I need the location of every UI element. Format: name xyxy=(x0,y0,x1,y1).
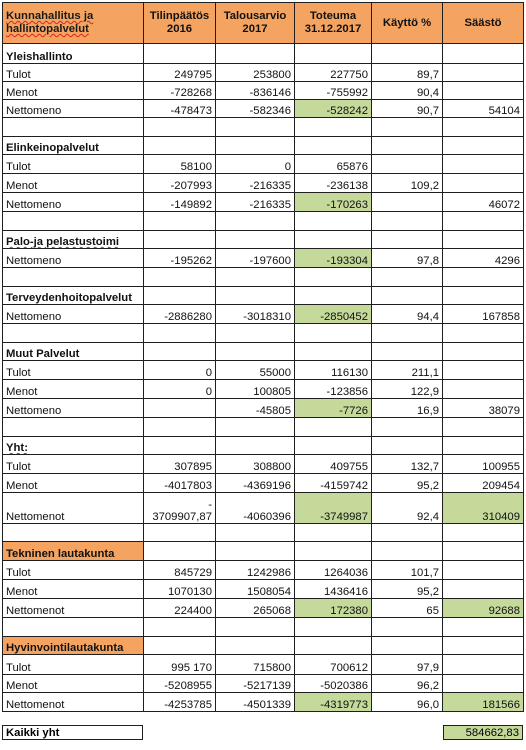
table-row xyxy=(3,361,524,380)
table-row xyxy=(3,249,524,268)
budget-table xyxy=(2,2,524,712)
cell-kaytto xyxy=(372,193,443,212)
section-title-row xyxy=(3,343,524,361)
cell-tot: 65876 xyxy=(295,155,372,174)
cell-saasto xyxy=(443,82,524,100)
cell-kaytto: 101,7 xyxy=(372,561,443,580)
header-saasto: Säästö xyxy=(443,3,524,44)
table-row xyxy=(3,305,524,324)
cell-tot: -4319773 xyxy=(295,693,372,712)
section-title: Hyvinvointilautakunta xyxy=(3,637,144,655)
table-row xyxy=(3,580,524,599)
cell-ta: -4060396 xyxy=(216,493,295,524)
cell-saasto: 181566 xyxy=(443,693,524,712)
cell-saasto: 92688 xyxy=(443,599,524,618)
cell-tot: 227750 xyxy=(295,64,372,82)
cell-tp: 845729 xyxy=(144,561,216,580)
row-label: Menot xyxy=(3,82,144,100)
cell-saasto xyxy=(443,380,524,399)
row-label: Tulot xyxy=(3,561,144,580)
cell-saasto xyxy=(443,655,524,675)
section-title: Tekninen lautakunta xyxy=(3,542,144,561)
cell-kaytto: 94,4 xyxy=(372,305,443,324)
table-row xyxy=(3,100,524,118)
table-row xyxy=(3,399,524,418)
cell-tp: -478473 xyxy=(144,100,216,118)
spacer-row xyxy=(3,524,524,542)
cell-tot: -7726 xyxy=(295,399,372,418)
cell-saasto: 46072 xyxy=(443,193,524,212)
table-row xyxy=(3,561,524,580)
row-label: Nettomenot xyxy=(3,693,144,712)
cell-tp: -195262 xyxy=(144,249,216,268)
cell-saasto xyxy=(443,64,524,82)
section-title-row xyxy=(3,231,524,249)
cell-tp: 307895 xyxy=(144,455,216,474)
section-title: Palo-ja pelastustoimi xyxy=(3,231,144,249)
cell-kaytto: 95,2 xyxy=(372,580,443,599)
table-row xyxy=(3,493,524,524)
cell-tp xyxy=(144,399,216,418)
cell-kaytto: 90,4 xyxy=(372,82,443,100)
cell-tp: -4253785 xyxy=(144,693,216,712)
section-title-row xyxy=(3,137,524,155)
cell-tp: -5208955 xyxy=(144,675,216,693)
cell-tp: -4017803 xyxy=(144,474,216,493)
section-title: Elinkeinopalvelut xyxy=(3,137,144,155)
cell-saasto xyxy=(443,361,524,380)
cell-saasto: 4296 xyxy=(443,249,524,268)
spacer-row xyxy=(3,324,524,343)
row-label: Nettomeno xyxy=(3,305,144,324)
section-title: Muut Palvelut xyxy=(3,343,144,361)
table-row xyxy=(3,155,524,174)
cell-ta: 55000 xyxy=(216,361,295,380)
cell-tot: -4159742 xyxy=(295,474,372,493)
cell-tot: -236138 xyxy=(295,174,372,193)
row-label: Tulot xyxy=(3,455,144,474)
cell-tp: -2886280 xyxy=(144,305,216,324)
table-row xyxy=(3,474,524,493)
row-label: Nettomeno xyxy=(3,100,144,118)
cell-saasto: 310409 xyxy=(443,493,524,524)
cell-tp: 995 170 xyxy=(144,655,216,675)
cell-saasto: 54104 xyxy=(443,100,524,118)
cell-ta: -216335 xyxy=(216,193,295,212)
cell-tp: - 3709907,87 xyxy=(144,493,216,524)
cell-ta: -582346 xyxy=(216,100,295,118)
cell-ta: 100805 xyxy=(216,380,295,399)
cell-kaytto xyxy=(372,155,443,174)
cell-tp: 249795 xyxy=(144,64,216,82)
table-row xyxy=(3,380,524,399)
cell-kaytto: 96,2 xyxy=(372,675,443,693)
cell-tp: 224400 xyxy=(144,599,216,618)
cell-saasto xyxy=(443,174,524,193)
cell-tot: -2850452 xyxy=(295,305,372,324)
section-title-row xyxy=(3,287,524,305)
row-label: Tulot xyxy=(3,155,144,174)
cell-tot: 1264036 xyxy=(295,561,372,580)
row-label: Menot xyxy=(3,474,144,493)
spacer-row xyxy=(3,268,524,287)
cell-saasto: 167858 xyxy=(443,305,524,324)
cell-kaytto: 109,2 xyxy=(372,174,443,193)
row-label: Tulot xyxy=(3,64,144,82)
spacer-row xyxy=(3,618,524,637)
cell-ta: -4501339 xyxy=(216,693,295,712)
cell-tp: -728268 xyxy=(144,82,216,100)
header-toteuma: Toteuma 31.12.2017 xyxy=(295,3,372,44)
cell-kaytto: 97,9 xyxy=(372,655,443,675)
table-row xyxy=(3,193,524,212)
cell-ta: -5217139 xyxy=(216,675,295,693)
cell-ta: -45805 xyxy=(216,399,295,418)
row-label: Nettomenot xyxy=(3,493,144,524)
header-kaytto: Käyttö % xyxy=(372,3,443,44)
cell-tp: 0 xyxy=(144,361,216,380)
cell-tot: -193304 xyxy=(295,249,372,268)
cell-kaytto: 211,1 xyxy=(372,361,443,380)
cell-tot: 116130 xyxy=(295,361,372,380)
row-label: Nettomeno xyxy=(3,399,144,418)
header-talousarvio: Talousarvio 2017 xyxy=(216,3,295,44)
cell-tot: -755992 xyxy=(295,82,372,100)
cell-tot: -3749987 xyxy=(295,493,372,524)
cell-tp: -207993 xyxy=(144,174,216,193)
header-tilinpaatos: Tilinpäätös 2016 xyxy=(144,3,216,44)
row-label: Tulot xyxy=(3,361,144,380)
cell-ta: 1242986 xyxy=(216,561,295,580)
cell-ta: -3018310 xyxy=(216,305,295,324)
table-row xyxy=(3,675,524,693)
cell-tot: -170263 xyxy=(295,193,372,212)
cell-saasto xyxy=(443,675,524,693)
row-label: Nettomeno xyxy=(3,193,144,212)
row-label: Nettomeno xyxy=(3,249,144,268)
row-label: Menot xyxy=(3,174,144,193)
cell-ta: 715800 xyxy=(216,655,295,675)
spacer-row xyxy=(3,118,524,137)
cell-saasto: 38079 xyxy=(443,399,524,418)
cell-ta: 308800 xyxy=(216,455,295,474)
cell-ta: 253800 xyxy=(216,64,295,82)
grand-total-value: 584662,83 xyxy=(443,725,523,740)
cell-tot: 700612 xyxy=(295,655,372,675)
cell-kaytto: 97,8 xyxy=(372,249,443,268)
cell-tp: -149892 xyxy=(144,193,216,212)
cell-tot: 172380 xyxy=(295,599,372,618)
cell-tp: 0 xyxy=(144,380,216,399)
section-title: Yht: xyxy=(3,437,144,455)
cell-saasto xyxy=(443,155,524,174)
cell-saasto xyxy=(443,561,524,580)
cell-kaytto: 90,7 xyxy=(372,100,443,118)
table-row xyxy=(3,82,524,100)
cell-ta: 265068 xyxy=(216,599,295,618)
cell-kaytto: 92,4 xyxy=(372,493,443,524)
cell-ta: -216335 xyxy=(216,174,295,193)
table-row xyxy=(3,174,524,193)
table-row xyxy=(3,455,524,474)
cell-saasto: 100955 xyxy=(443,455,524,474)
section-title-row xyxy=(3,542,524,561)
cell-saasto: 209454 xyxy=(443,474,524,493)
cell-ta: 0 xyxy=(216,155,295,174)
cell-tot: 1436416 xyxy=(295,580,372,599)
table-row xyxy=(3,599,524,618)
section-title: Yleishallinto xyxy=(3,44,144,64)
cell-kaytto: 95,2 xyxy=(372,474,443,493)
header-department xyxy=(3,3,144,44)
cell-tp: 1070130 xyxy=(144,580,216,599)
cell-tp: 58100 xyxy=(144,155,216,174)
cell-tot: -123856 xyxy=(295,380,372,399)
cell-tot: -5020386 xyxy=(295,675,372,693)
cell-ta: -836146 xyxy=(216,82,295,100)
cell-kaytto: 89,7 xyxy=(372,64,443,82)
table-row xyxy=(3,655,524,675)
grand-total-label: Kaikki yht xyxy=(2,725,143,740)
spacer-row xyxy=(3,418,524,437)
cell-tot: -528242 xyxy=(295,100,372,118)
cell-kaytto: 16,9 xyxy=(372,399,443,418)
header-department-line1: Kunnahallitus ja xyxy=(6,10,94,22)
cell-ta: -197600 xyxy=(216,249,295,268)
row-label: Menot xyxy=(3,675,144,693)
header-row xyxy=(3,3,524,44)
header-department-line2: hallintopalvelut xyxy=(6,23,89,35)
cell-saasto xyxy=(443,580,524,599)
row-label: Nettomenot xyxy=(3,599,144,618)
spacer-row xyxy=(3,212,524,231)
cell-kaytto: 96,0 xyxy=(372,693,443,712)
section-title-row xyxy=(3,637,524,655)
section-title: Terveydenhoitopalvelut xyxy=(3,287,144,305)
cell-kaytto: 132,7 xyxy=(372,455,443,474)
row-label: Menot xyxy=(3,580,144,599)
cell-ta: -4369196 xyxy=(216,474,295,493)
cell-ta: 1508054 xyxy=(216,580,295,599)
row-label: Menot xyxy=(3,380,144,399)
row-label: Tulot xyxy=(3,655,144,675)
cell-tot: 409755 xyxy=(295,455,372,474)
cell-kaytto: 122,9 xyxy=(372,380,443,399)
section-title-row xyxy=(3,437,524,455)
cell-kaytto: 65 xyxy=(372,599,443,618)
table-row xyxy=(3,693,524,712)
section-title-row xyxy=(3,44,524,64)
table-row xyxy=(3,64,524,82)
